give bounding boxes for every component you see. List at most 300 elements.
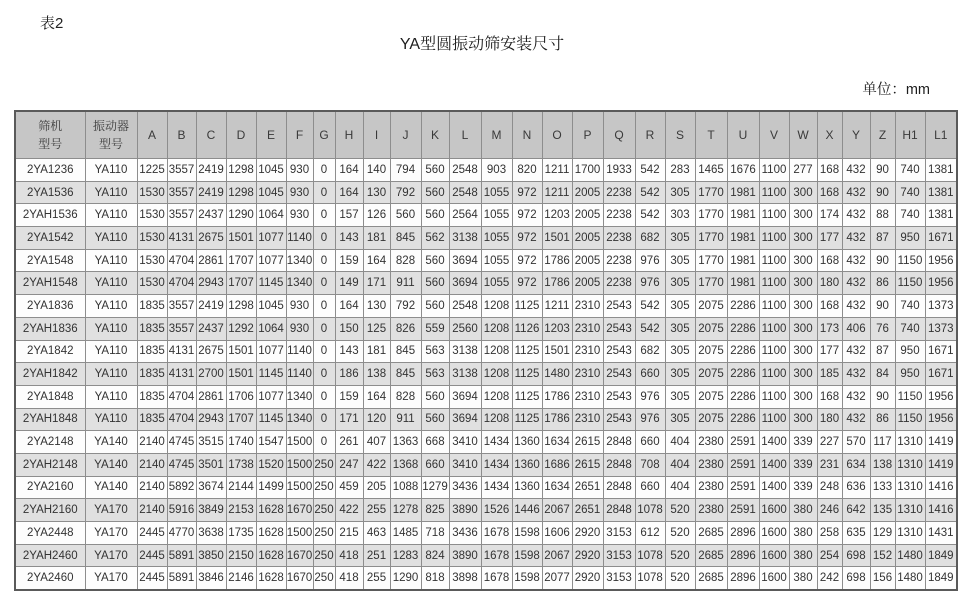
value-cell: 130 xyxy=(363,181,390,204)
header-cell-dim-W: W xyxy=(789,111,817,159)
value-cell: 1670 xyxy=(286,544,313,567)
value-cell: 1055 xyxy=(481,249,512,272)
value-cell: 2140 xyxy=(137,499,167,522)
header-cell-dim-V: V xyxy=(759,111,789,159)
value-cell: 3138 xyxy=(449,363,481,386)
value-cell: 168 xyxy=(817,181,842,204)
value-cell: 740 xyxy=(895,159,925,182)
value-cell: 164 xyxy=(363,249,390,272)
value-cell: 2286 xyxy=(727,363,759,386)
value-cell: 2238 xyxy=(603,249,635,272)
value-cell: 171 xyxy=(363,272,390,295)
value-cell: 1203 xyxy=(542,317,572,340)
value-cell: 432 xyxy=(842,227,870,250)
table-label: 表2 xyxy=(40,15,64,32)
value-cell: 143 xyxy=(335,340,363,363)
value-cell: 1211 xyxy=(542,159,572,182)
value-cell: 1770 xyxy=(695,227,727,250)
value-cell: 3436 xyxy=(449,476,481,499)
header-cell-dim-I: I xyxy=(363,111,390,159)
value-cell: 2564 xyxy=(449,204,481,227)
table-row xyxy=(15,249,957,272)
value-cell: 247 xyxy=(335,453,363,476)
machine-model-cell: 2YAH1836 xyxy=(15,317,85,340)
value-cell: 1100 xyxy=(759,340,789,363)
value-cell: 406 xyxy=(842,317,870,340)
value-cell: 1064 xyxy=(256,317,286,340)
value-cell: 2286 xyxy=(727,385,759,408)
value-cell: 2144 xyxy=(226,476,256,499)
value-cell: 2380 xyxy=(695,499,727,522)
header-cell-dim-Q: Q xyxy=(603,111,635,159)
value-cell: 242 xyxy=(817,567,842,590)
value-cell: 2380 xyxy=(695,431,727,454)
value-cell: 1738 xyxy=(226,453,256,476)
value-cell: 1310 xyxy=(895,476,925,499)
value-cell: 3898 xyxy=(449,567,481,590)
value-cell: 950 xyxy=(895,227,925,250)
value-cell: 1373 xyxy=(925,317,957,340)
value-cell: 305 xyxy=(665,272,695,295)
value-cell: 159 xyxy=(335,385,363,408)
value-cell: 2419 xyxy=(196,159,226,182)
value-cell: 972 xyxy=(512,204,542,227)
value-cell: 520 xyxy=(665,544,695,567)
header-cell-dim-T: T xyxy=(695,111,727,159)
value-cell: 542 xyxy=(635,159,665,182)
value-cell: 950 xyxy=(895,363,925,386)
value-cell: 2896 xyxy=(727,544,759,567)
value-cell: 339 xyxy=(789,431,817,454)
value-cell: 2005 xyxy=(572,249,603,272)
value-cell: 5892 xyxy=(167,476,196,499)
value-cell: 2548 xyxy=(449,159,481,182)
value-cell: 2920 xyxy=(572,567,603,590)
value-cell: 1956 xyxy=(925,249,957,272)
value-cell: 1290 xyxy=(226,204,256,227)
value-cell: 1416 xyxy=(925,476,957,499)
value-cell: 1431 xyxy=(925,522,957,545)
value-cell: 1707 xyxy=(226,408,256,431)
value-cell: 2591 xyxy=(727,431,759,454)
table-header xyxy=(15,111,957,159)
table-row xyxy=(15,340,957,363)
value-cell: 1598 xyxy=(512,522,542,545)
value-cell: 90 xyxy=(870,159,895,182)
value-cell: 2543 xyxy=(603,317,635,340)
value-cell: 3557 xyxy=(167,159,196,182)
machine-model-cell: 2YA2160 xyxy=(15,476,85,499)
value-cell: 2140 xyxy=(137,431,167,454)
value-cell: 1100 xyxy=(759,317,789,340)
value-cell: 828 xyxy=(390,249,421,272)
value-cell: 1634 xyxy=(542,476,572,499)
value-cell: 1600 xyxy=(759,567,789,590)
value-cell: 186 xyxy=(335,363,363,386)
value-cell: 277 xyxy=(789,159,817,182)
value-cell: 1100 xyxy=(759,249,789,272)
value-cell: 0 xyxy=(313,181,335,204)
value-cell: 1340 xyxy=(286,408,313,431)
header-cell-dim-C: C xyxy=(196,111,226,159)
value-cell: 138 xyxy=(870,453,895,476)
value-cell: 2543 xyxy=(603,295,635,318)
value-cell: 227 xyxy=(817,431,842,454)
value-cell: 1526 xyxy=(481,499,512,522)
value-cell: 1145 xyxy=(256,363,286,386)
value-cell: 1735 xyxy=(226,522,256,545)
value-cell: 1150 xyxy=(895,385,925,408)
value-cell: 84 xyxy=(870,363,895,386)
header-cell-machine-model: 筛机 型号 xyxy=(15,111,85,159)
value-cell: 1485 xyxy=(390,522,421,545)
value-cell: 1676 xyxy=(727,159,759,182)
value-cell: 0 xyxy=(313,272,335,295)
value-cell: 1530 xyxy=(137,204,167,227)
value-cell: 1310 xyxy=(895,453,925,476)
value-cell: 542 xyxy=(635,317,665,340)
value-cell: 2896 xyxy=(727,522,759,545)
value-cell: 2140 xyxy=(137,453,167,476)
value-cell: 1340 xyxy=(286,385,313,408)
value-cell: 3501 xyxy=(196,453,226,476)
value-cell: 1434 xyxy=(481,431,512,454)
value-cell: 407 xyxy=(363,431,390,454)
value-cell: 542 xyxy=(635,181,665,204)
value-cell: 90 xyxy=(870,385,895,408)
header-cell-dim-H1: H1 xyxy=(895,111,925,159)
value-cell: 1100 xyxy=(759,227,789,250)
value-cell: 3694 xyxy=(449,249,481,272)
value-cell: 4745 xyxy=(167,453,196,476)
value-cell: 250 xyxy=(313,522,335,545)
value-cell: 2238 xyxy=(603,181,635,204)
value-cell: 2419 xyxy=(196,181,226,204)
value-cell: 2075 xyxy=(695,295,727,318)
value-cell: 820 xyxy=(512,159,542,182)
vibrator-model-cell: YA110 xyxy=(85,181,137,204)
value-cell: 3557 xyxy=(167,204,196,227)
value-cell: 740 xyxy=(895,204,925,227)
value-cell: 3138 xyxy=(449,227,481,250)
value-cell: 1278 xyxy=(390,499,421,522)
value-cell: 660 xyxy=(635,431,665,454)
value-cell: 0 xyxy=(313,408,335,431)
value-cell: 432 xyxy=(842,204,870,227)
value-cell: 930 xyxy=(286,204,313,227)
table-row xyxy=(15,295,957,318)
value-cell: 90 xyxy=(870,249,895,272)
value-cell: 1078 xyxy=(635,544,665,567)
value-cell: 1480 xyxy=(542,363,572,386)
value-cell: 1088 xyxy=(390,476,421,499)
value-cell: 976 xyxy=(635,249,665,272)
machine-model-cell: 2YA1536 xyxy=(15,181,85,204)
value-cell: 0 xyxy=(313,340,335,363)
value-cell: 2310 xyxy=(572,363,603,386)
value-cell: 1077 xyxy=(256,385,286,408)
value-cell: 2437 xyxy=(196,317,226,340)
value-cell: 2685 xyxy=(695,567,727,590)
value-cell: 463 xyxy=(363,522,390,545)
value-cell: 2437 xyxy=(196,204,226,227)
value-cell: 150 xyxy=(335,317,363,340)
value-cell: 1530 xyxy=(137,249,167,272)
value-cell: 305 xyxy=(665,249,695,272)
value-cell: 432 xyxy=(842,249,870,272)
value-cell: 1434 xyxy=(481,453,512,476)
value-cell: 254 xyxy=(817,544,842,567)
value-cell: 3436 xyxy=(449,522,481,545)
value-cell: 2286 xyxy=(727,340,759,363)
header-cell-dim-B: B xyxy=(167,111,196,159)
value-cell: 1706 xyxy=(226,385,256,408)
value-cell: 0 xyxy=(313,249,335,272)
value-cell: 911 xyxy=(390,272,421,295)
value-cell: 708 xyxy=(635,453,665,476)
value-cell: 339 xyxy=(789,476,817,499)
value-cell: 300 xyxy=(789,295,817,318)
value-cell: 300 xyxy=(789,272,817,295)
machine-model-cell: 2YA2460 xyxy=(15,567,85,590)
value-cell: 2075 xyxy=(695,408,727,431)
value-cell: 432 xyxy=(842,159,870,182)
value-cell: 2700 xyxy=(196,363,226,386)
value-cell: 1360 xyxy=(512,453,542,476)
value-cell: 1381 xyxy=(925,159,957,182)
value-cell: 682 xyxy=(635,340,665,363)
value-cell: 1956 xyxy=(925,385,957,408)
header-cell-dim-L1: L1 xyxy=(925,111,957,159)
value-cell: 563 xyxy=(421,363,449,386)
value-cell: 1140 xyxy=(286,363,313,386)
value-cell: 156 xyxy=(870,567,895,590)
header-cell-dim-P: P xyxy=(572,111,603,159)
vibrator-model-cell: YA110 xyxy=(85,408,137,431)
value-cell: 1100 xyxy=(759,385,789,408)
value-cell: 0 xyxy=(313,204,335,227)
value-cell: 3890 xyxy=(449,544,481,567)
value-cell: 300 xyxy=(789,181,817,204)
value-cell: 1670 xyxy=(286,499,313,522)
value-cell: 698 xyxy=(842,544,870,567)
header-cell-dim-K: K xyxy=(421,111,449,159)
value-cell: 1100 xyxy=(759,159,789,182)
value-cell: 520 xyxy=(665,522,695,545)
value-cell: 1547 xyxy=(256,431,286,454)
value-cell: 164 xyxy=(363,385,390,408)
table-row xyxy=(15,476,957,499)
value-cell: 1500 xyxy=(286,522,313,545)
value-cell: 0 xyxy=(313,363,335,386)
machine-model-cell: 2YA1836 xyxy=(15,295,85,318)
unit-label: 单位：mm xyxy=(862,82,930,98)
value-cell: 2675 xyxy=(196,340,226,363)
vibrator-model-cell: YA110 xyxy=(85,227,137,250)
value-cell: 972 xyxy=(512,249,542,272)
value-cell: 2075 xyxy=(695,363,727,386)
value-cell: 976 xyxy=(635,272,665,295)
value-cell: 2075 xyxy=(695,317,727,340)
table-row xyxy=(15,408,957,431)
value-cell: 1598 xyxy=(512,567,542,590)
value-cell: 930 xyxy=(286,181,313,204)
value-cell: 5891 xyxy=(167,544,196,567)
value-cell: 1628 xyxy=(256,544,286,567)
header-cell-dim-S: S xyxy=(665,111,695,159)
value-cell: 250 xyxy=(313,567,335,590)
value-cell: 560 xyxy=(421,249,449,272)
value-cell: 0 xyxy=(313,227,335,250)
value-cell: 168 xyxy=(817,159,842,182)
value-cell: 1298 xyxy=(226,295,256,318)
value-cell: 380 xyxy=(789,544,817,567)
header-row xyxy=(15,111,957,159)
value-cell: 976 xyxy=(635,385,665,408)
value-cell: 149 xyxy=(335,272,363,295)
value-cell: 305 xyxy=(665,385,695,408)
value-cell: 2615 xyxy=(572,431,603,454)
value-cell: 305 xyxy=(665,295,695,318)
value-cell: 2238 xyxy=(603,272,635,295)
value-cell: 1786 xyxy=(542,385,572,408)
value-cell: 3846 xyxy=(196,567,226,590)
value-cell: 1100 xyxy=(759,295,789,318)
value-cell: 1363 xyxy=(390,431,421,454)
value-cell: 3153 xyxy=(603,544,635,567)
value-cell: 1835 xyxy=(137,340,167,363)
value-cell: 1340 xyxy=(286,249,313,272)
value-cell: 432 xyxy=(842,340,870,363)
value-cell: 1434 xyxy=(481,476,512,499)
value-cell: 5891 xyxy=(167,567,196,590)
value-cell: 570 xyxy=(842,431,870,454)
value-cell: 1770 xyxy=(695,204,727,227)
value-cell: 2560 xyxy=(449,317,481,340)
value-cell: 1283 xyxy=(390,544,421,567)
value-cell: 1600 xyxy=(759,544,789,567)
value-cell: 972 xyxy=(512,272,542,295)
value-cell: 3557 xyxy=(167,317,196,340)
value-cell: 2310 xyxy=(572,340,603,363)
value-cell: 2067 xyxy=(542,544,572,567)
value-cell: 133 xyxy=(870,476,895,499)
value-cell: 2238 xyxy=(603,204,635,227)
value-cell: 1671 xyxy=(925,340,957,363)
value-cell: 4131 xyxy=(167,363,196,386)
value-cell: 185 xyxy=(817,363,842,386)
value-cell: 2419 xyxy=(196,295,226,318)
value-cell: 305 xyxy=(665,408,695,431)
value-cell: 3557 xyxy=(167,181,196,204)
value-cell: 181 xyxy=(363,340,390,363)
machine-model-cell: 2YA1848 xyxy=(15,385,85,408)
value-cell: 3138 xyxy=(449,340,481,363)
value-cell: 130 xyxy=(363,295,390,318)
value-cell: 682 xyxy=(635,227,665,250)
vibrator-model-cell: YA110 xyxy=(85,204,137,227)
value-cell: 1310 xyxy=(895,431,925,454)
value-cell: 1100 xyxy=(759,272,789,295)
value-cell: 1150 xyxy=(895,272,925,295)
value-cell: 2310 xyxy=(572,295,603,318)
value-cell: 380 xyxy=(789,567,817,590)
value-cell: 404 xyxy=(665,476,695,499)
value-cell: 2445 xyxy=(137,522,167,545)
value-cell: 1140 xyxy=(286,227,313,250)
table-row xyxy=(15,181,957,204)
value-cell: 1400 xyxy=(759,476,789,499)
value-cell: 303 xyxy=(665,204,695,227)
value-cell: 231 xyxy=(817,453,842,476)
value-cell: 1125 xyxy=(512,363,542,386)
value-cell: 1740 xyxy=(226,431,256,454)
value-cell: 1981 xyxy=(727,204,759,227)
value-cell: 251 xyxy=(363,544,390,567)
value-cell: 140 xyxy=(363,159,390,182)
value-cell: 1203 xyxy=(542,204,572,227)
value-cell: 1416 xyxy=(925,499,957,522)
value-cell: 2943 xyxy=(196,408,226,431)
value-cell: 1530 xyxy=(137,181,167,204)
table-row xyxy=(15,499,957,522)
value-cell: 520 xyxy=(665,499,695,522)
value-cell: 90 xyxy=(870,295,895,318)
value-cell: 2861 xyxy=(196,249,226,272)
vibrator-model-cell: YA110 xyxy=(85,272,137,295)
value-cell: 125 xyxy=(363,317,390,340)
value-cell: 698 xyxy=(842,567,870,590)
value-cell: 2848 xyxy=(603,431,635,454)
vibrator-model-cell: YA110 xyxy=(85,340,137,363)
table-row xyxy=(15,204,957,227)
value-cell: 1100 xyxy=(759,181,789,204)
value-cell: 1150 xyxy=(895,408,925,431)
value-cell: 126 xyxy=(363,204,390,227)
value-cell: 152 xyxy=(870,544,895,567)
value-cell: 1208 xyxy=(481,295,512,318)
value-cell: 2005 xyxy=(572,272,603,295)
value-cell: 246 xyxy=(817,499,842,522)
value-cell: 560 xyxy=(421,181,449,204)
value-cell: 930 xyxy=(286,295,313,318)
value-cell: 660 xyxy=(635,476,665,499)
value-cell: 1279 xyxy=(421,476,449,499)
value-cell: 432 xyxy=(842,181,870,204)
value-cell: 911 xyxy=(390,408,421,431)
machine-model-cell: 2YA2148 xyxy=(15,431,85,454)
value-cell: 2286 xyxy=(727,317,759,340)
value-cell: 740 xyxy=(895,181,925,204)
value-cell: 300 xyxy=(789,340,817,363)
value-cell: 1077 xyxy=(256,249,286,272)
value-cell: 1400 xyxy=(759,453,789,476)
value-cell: 300 xyxy=(789,317,817,340)
value-cell: 1125 xyxy=(512,408,542,431)
value-cell: 845 xyxy=(390,340,421,363)
value-cell: 2685 xyxy=(695,522,727,545)
value-cell: 432 xyxy=(842,295,870,318)
vibrator-model-cell: YA170 xyxy=(85,544,137,567)
header-cell-dim-F: F xyxy=(286,111,313,159)
value-cell: 976 xyxy=(635,408,665,431)
value-cell: 3694 xyxy=(449,272,481,295)
value-cell: 2651 xyxy=(572,476,603,499)
value-cell: 164 xyxy=(335,181,363,204)
value-cell: 3890 xyxy=(449,499,481,522)
value-cell: 1671 xyxy=(925,227,957,250)
value-cell: 2286 xyxy=(727,295,759,318)
